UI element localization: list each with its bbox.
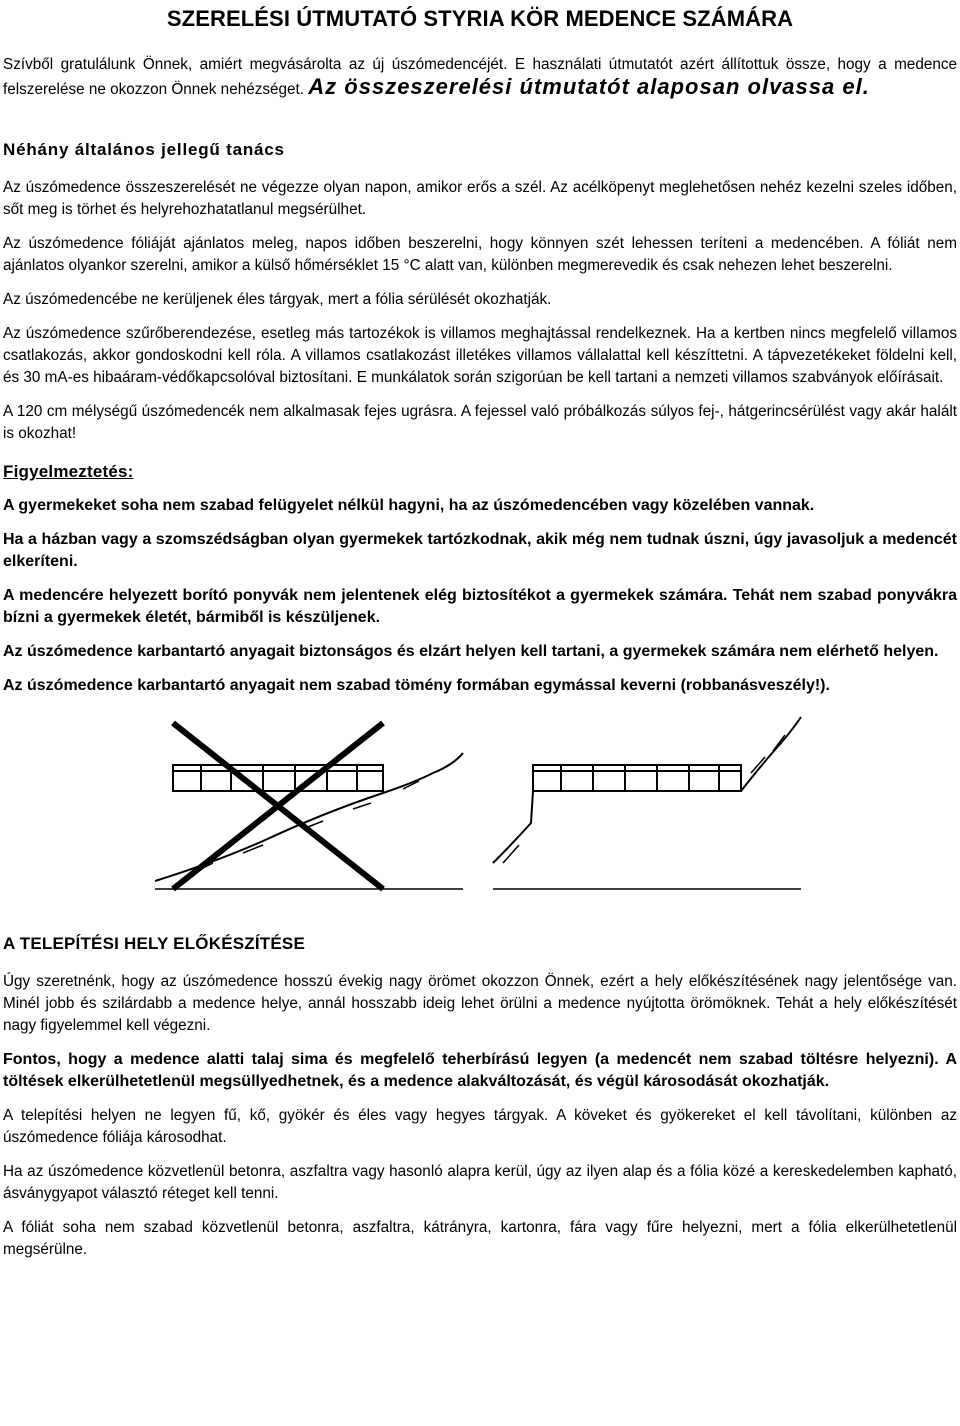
site-paragraph-importance: Úgy szeretnénk, hogy az úszómedence hosszú évekig nagy örömet okozzon Önnek, ezért a hely előkészítésének nagy jelentősége van. Minél jobb és szilárdabb a medence helye, annál hosszabb ideig lehet örülni a medence nyújtotta örömöknek. Tehát a hely előkészítését nagy figyelemmel kell végezni. — [3, 973, 957, 1034]
document-page — [3, 0, 957, 1261]
warning-item: A medencére helyezett borító ponyvák nem jelentenek elég biztosítékot a gyermekek számára. Tehát nem szabad ponyvákra bízni a gyermekek életét, bármiből is készüljenek. — [3, 587, 957, 626]
wrong-placement-drawing — [155, 723, 463, 889]
warning-item: Ha a házban vagy a szomszédságban olyan gyermekek tartózkodnak, akik még nem tudnak úszni, úgy javasoljuk a medencét elkeríteni. — [3, 531, 957, 570]
page-title: SZERELÉSI ÚTMUTATÓ STYRIA KÖR MEDENCE SZÁMÁRA — [166, 6, 794, 31]
intro-text: Szívből gratulálunk Önnek, amiért megvásárolta az új úszómedencéjét. E használati útmutatót azért állítottuk össze, hogy a medence felszerelése ne okozzon Önnek nehézséget. — [3, 56, 957, 98]
site-paragraph-concrete-base: Ha az úszómedence közvetlenül betonra, aszfaltra vagy hasonló alapra kerül, úgy az ilyen alap és a fólia közé a kereskedelemben kapható, ásványgyapot választó réteget kell tenni. — [3, 1163, 957, 1202]
advice-paragraph-diving: A 120 cm mélységű úszómedencék nem alkalmasak fejes ugrásra. A fejessel való próbálkozás súlyos fej-, hátgerincsérülést vagy akár halált is okozhat! — [3, 403, 957, 442]
correct-placement-drawing — [493, 717, 801, 889]
advice-paragraph-electrical: Az úszómedence szűrőberendezése, esetleg más tartozékok is villamos meghajtással rendelkeznek. Ha a kertben nincs megfelelő villamos csatlakozás, akkor gondoskodni kell róla. A villamos csatlakozást illetékes villamos vállalattal kell készíttetni. A tápvezetékeket földelni kell, és 30 mA-es hibaáram-védőkapcsolóval biztosítani. E munkálatok során szigorúan be kell tartani a nemzeti villamos szabványok előírásait. — [3, 325, 957, 386]
advice-paragraph-foil: Az úszómedence fóliáját ajánlatos meleg, napos időben beszerelni, hogy könnyen szét lehessen teríteni a medencében. A fóliát nem ajánlatos olyankor szerelni, amikor a külső hőmérséklet 15 °C alatt van, különben megmerevedik és csak nehezen lehet beszerelni. — [3, 235, 957, 274]
pool-placement-illustration — [153, 713, 803, 899]
site-paragraph-ground: Fontos, hogy a medence alatti talaj sima és megfelelő teherbírású legyen (a medencét nem szabad töltésre helyezni). A töltések elkerülhetetlenül megsüllyedhetnek, és a medence alakváltozását, és végül károsodását okozhatják. — [3, 1051, 957, 1090]
advice-heading: Néhány általános jellegű tanács — [3, 140, 285, 159]
intro-paragraph — [3, 54, 957, 101]
advice-paragraph-wind: Az úszómedence összeszerelését ne végezze olyan napon, amikor erős a szél. Az acélköpenyt meglehetősen nehéz kezelni szeles időben, sőt meg is törhet és helyrehozhatatlanul megsérülhet. — [3, 179, 957, 218]
warning-heading: Figyelmeztetés: — [3, 462, 134, 481]
pool-placement-figure — [3, 713, 957, 899]
site-paragraph-foil-warning: A fóliát soha nem szabad közvetlenül betonra, aszfaltra, kátrányra, kartonra, fára vagy fűre helyezni, mert a fólia elkerülhetetlenül megsérülne. — [3, 1219, 957, 1258]
intro-emphasis: Az összeszerelési útmutatót alaposan olvassa el. — [308, 74, 870, 99]
advice-paragraph-sharp-objects: Az úszómedencébe ne kerüljenek éles tárgyak, mert a fólia sérülését okozhatják. — [3, 291, 552, 308]
site-paragraph-clear-debris: A telepítési helyen ne legyen fű, kő, gyökér és éles vagy hegyes tárgyak. A köveket és gyökereket el kell távolítani, különben az úszómedence fóliája károsodhat. — [3, 1107, 957, 1146]
warning-item: Az úszómedence karbantartó anyagait nem szabad tömény formában egymással keverni (robbanásveszély!). — [3, 677, 830, 694]
warning-item: Az úszómedence karbantartó anyagait biztonságos és elzárt helyen kell tartani, a gyermekek számára nem elérhető helyen. — [3, 643, 939, 660]
site-preparation-heading: A TELEPÍTÉSI HELY ELŐKÉSZÍTÉSE — [3, 934, 305, 953]
warning-item: A gyermekeket soha nem szabad felügyelet nélkül hagyni, ha az úszómedencében vagy közelében vannak. — [3, 497, 815, 514]
